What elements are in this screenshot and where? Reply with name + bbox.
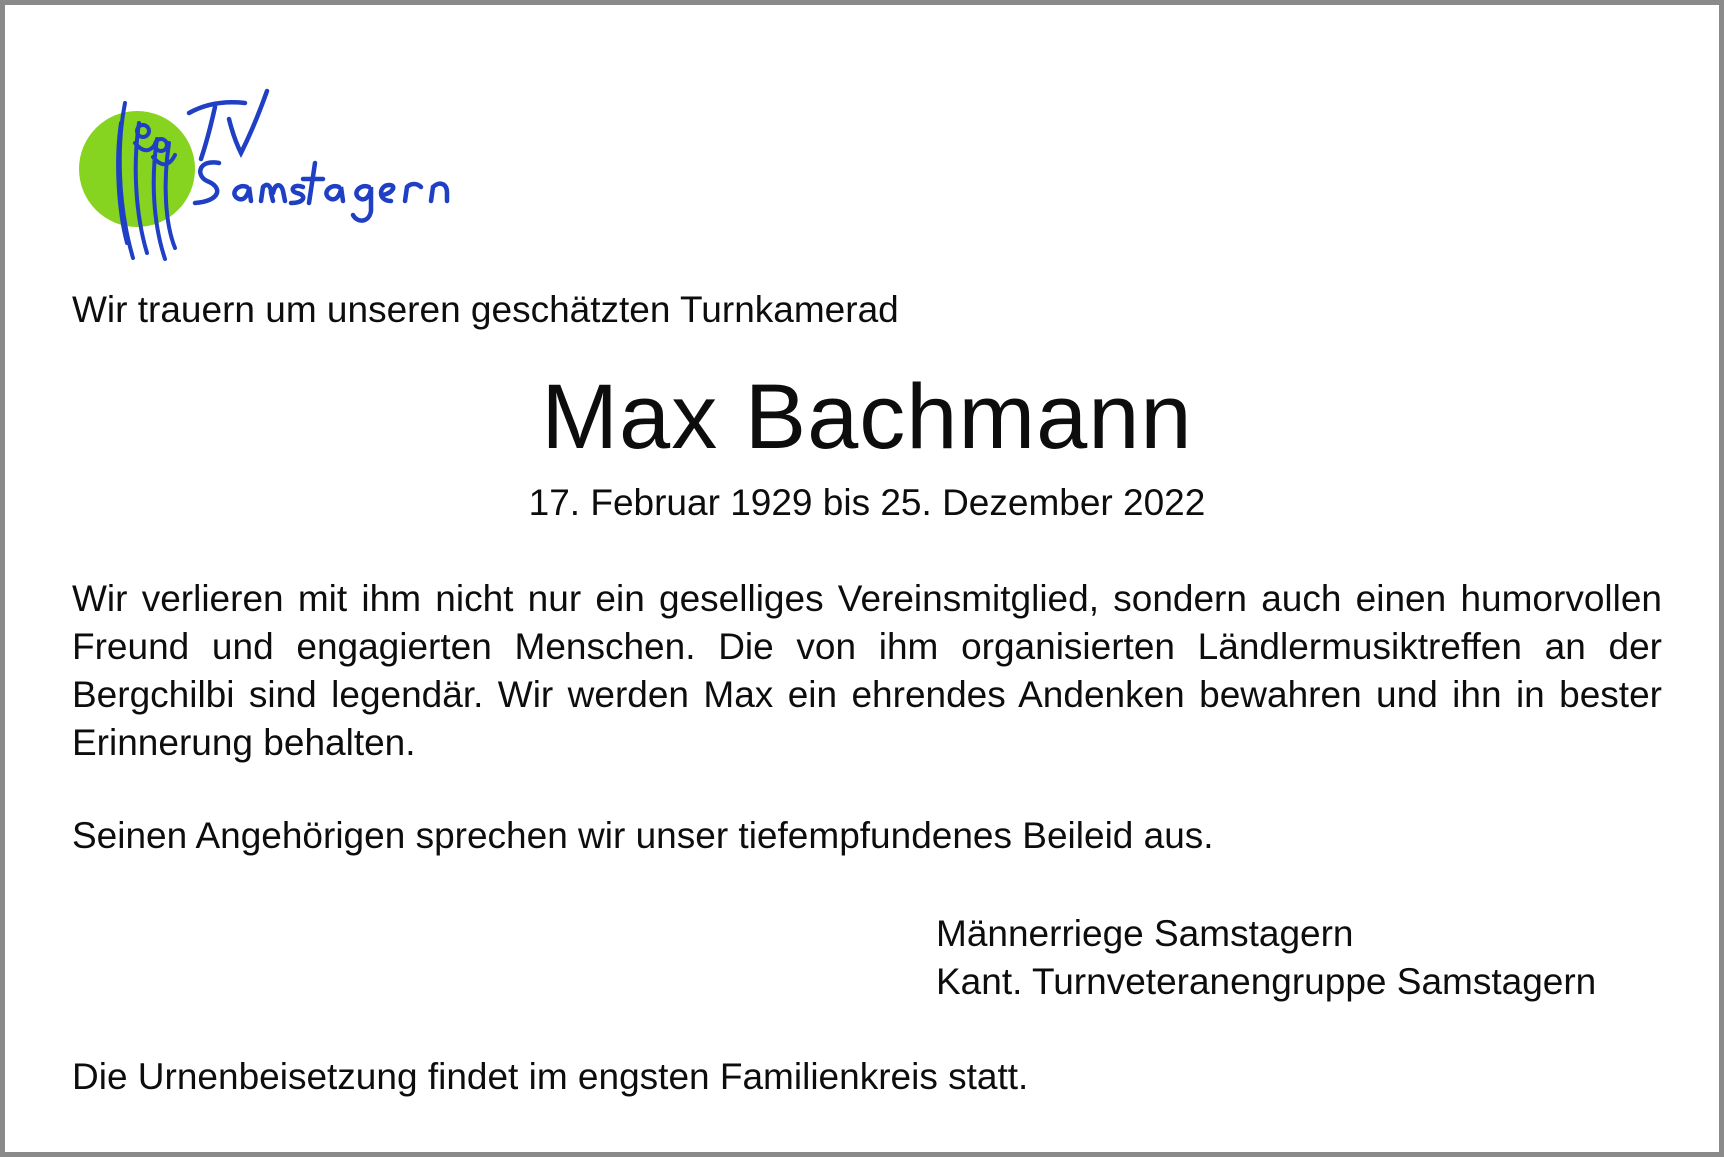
closing-line: Die Urnenbeisetzung findet im engsten Familienkreis statt.	[72, 1056, 1029, 1097]
condolence-line: Seinen Angehörigen sprechen wir unser tiefempfundenes Beileid aus.	[72, 815, 1214, 856]
tribute-paragraph: Wir verlieren mit ihm nicht nur ein geselliges Vereinsmitglied, sondern auch einen humorvollen Freund und engagierten Menschen. Die von ihm organisierten Ländlermusiktreffen an der Bergchilbi sind legendär. Wir werden Max ein ehrendes Andenken bewahren und ihn in bester Erinnerung behalten.	[72, 578, 1662, 763]
life-dates: 17. Februar 1929 bis 25. Dezember 2022	[528, 482, 1206, 523]
signatory-name: Kant. Turnveteranengruppe Samstagern	[936, 961, 1597, 1002]
signatory-name: Männerriege Samstagern	[936, 913, 1354, 954]
club-logo	[77, 83, 477, 273]
signatory-block	[936, 910, 1596, 1006]
intro-line: Wir trauern um unseren geschätzten Turnkamerad	[72, 289, 899, 330]
club-logo-graphic	[77, 83, 477, 273]
deceased-name: Max Bachmann	[541, 366, 1193, 468]
